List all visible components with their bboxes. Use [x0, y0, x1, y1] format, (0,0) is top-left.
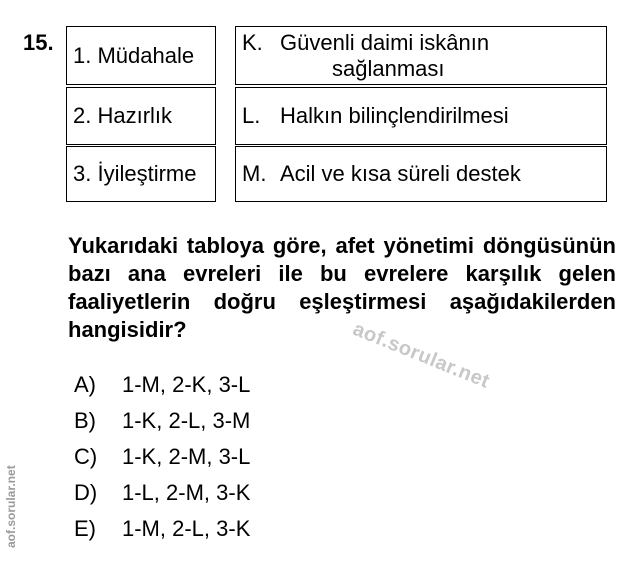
- option-e[interactable]: [74, 511, 250, 547]
- option-b-letter: B): [74, 408, 96, 433]
- activity-m-text: Acil ve kısa süreli destek: [280, 161, 521, 186]
- option-d-letter: D): [74, 480, 98, 505]
- activity-cell-l: [235, 87, 607, 145]
- option-c-letter: C): [74, 444, 98, 469]
- phase-cell-3: [66, 146, 216, 202]
- option-c-text: 1-K, 2-M, 3-L: [122, 444, 251, 469]
- option-e-text: 1-M, 2-L, 3-K: [122, 516, 251, 541]
- option-d-text: 1-L, 2-M, 3-K: [122, 480, 251, 505]
- answer-options: [74, 367, 250, 547]
- question-text: Yukarıdaki tabloya göre, afet yönetimi döngüsünün bazı ana evreleri ile bu evrelere karşılık gelen faaliyetlerin doğru eşleştirmesi aşağıdakilerden hangisidir?: [68, 233, 616, 342]
- phase-label-1: 1. Müdahale: [73, 42, 195, 68]
- option-b[interactable]: [74, 403, 250, 439]
- activity-m-letter: M.: [242, 161, 267, 186]
- phase-label-3: 3. İyileştirme: [73, 161, 197, 186]
- activity-l-text: Halkın bilinçlendirilmesi: [280, 103, 509, 128]
- activity-l-letter: L.: [242, 103, 261, 128]
- option-c[interactable]: [74, 439, 250, 475]
- phase-label-2: 2. Hazırlık: [73, 103, 173, 128]
- option-b-text: 1-K, 2-L, 3-M: [122, 408, 251, 433]
- phase-cell-1: [66, 26, 216, 85]
- watermark-side: aof.sorular.net: [4, 465, 18, 548]
- option-a-text: 1-M, 2-K, 3-L: [122, 372, 251, 397]
- activity-l: [242, 103, 509, 129]
- question-number: 15.: [23, 30, 54, 55]
- activity-m: [242, 161, 521, 187]
- activity-cell-k: [235, 26, 607, 85]
- option-a[interactable]: [74, 367, 250, 403]
- activity-k-line1: Güvenli daimi iskânın: [280, 30, 490, 55]
- activity-k-line2: sağlanması: [332, 56, 445, 81]
- watermark-diagonal: aof.sorular.net: [349, 318, 493, 393]
- activity-cell-m: [235, 146, 607, 202]
- activity-k-letter: K.: [242, 30, 263, 55]
- phase-cell-2: [66, 87, 216, 145]
- option-d[interactable]: [74, 475, 250, 511]
- option-a-letter: A): [74, 372, 96, 397]
- activity-k: [242, 30, 489, 82]
- option-e-letter: E): [74, 516, 96, 541]
